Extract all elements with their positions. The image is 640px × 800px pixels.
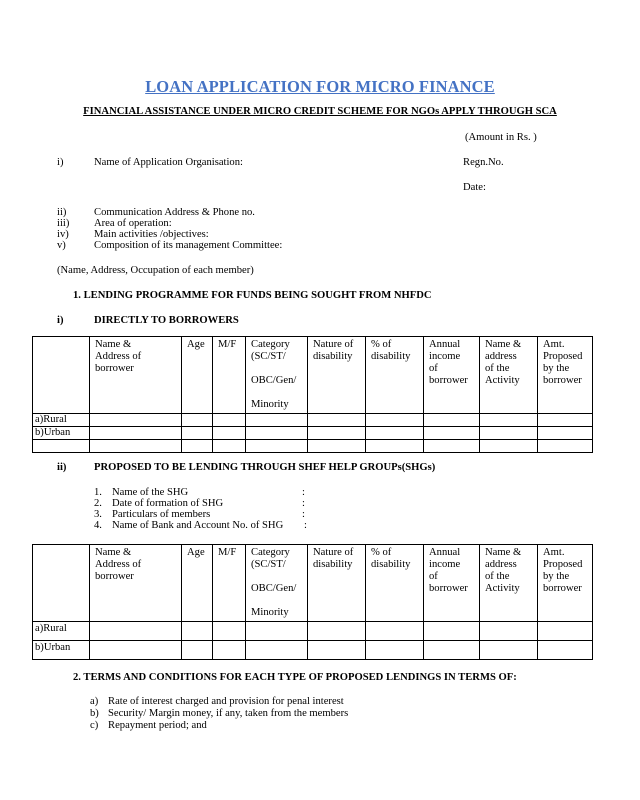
table-header-cell: Name & Address of borrower [90,545,182,622]
table-header-cell: Annual income of borrower [424,545,480,622]
shg-item-3: 3. Particulars of members [94,509,211,520]
subsection-ii-number: ii) [57,462,67,473]
table-header-cell: Category (SC/ST/ OBC/Gen/ Minority [246,337,308,414]
table-header-cell: Annual income of borrower [424,337,480,414]
section-1-heading: 1. LENDING PROGRAMME FOR FUNDS BEING SOUGHT FROM NHFDC [73,290,432,301]
table-header-cell: Name & address of the Activity [480,545,538,622]
shg-item-2-colon: : [302,498,305,509]
term-item-b: b) Security/ Margin money, if any, taken from the members [90,708,349,719]
table-header-row [33,545,593,622]
shg-item-2: 2. Date of formation of SHG [94,498,224,509]
field-organisation-name-label: Name of Application Organisation: [94,157,243,168]
shg-item-4: 4. Name of Bank and Account No. of SHG [94,520,284,531]
field-area-label: Area of operation: [94,218,172,229]
section-2-heading: 2. TERMS AND CONDITIONS FOR EACH TYPE OF PROPOSED LENDINGS IN TERMS OF: [73,672,517,683]
table-header-cell [33,337,90,414]
shg-item-4-colon: : [304,520,307,531]
table-row [33,440,593,453]
field-activities-label: Main activities /objectives: [94,229,209,240]
shg-item-1: 1. Name of the SHG [94,487,189,498]
field-v-number: v) [57,240,66,251]
regn-no-label: Regn.No. [463,157,504,168]
table-row [33,414,593,427]
table-header-cell: Nature of disability [308,337,366,414]
table-header-cell: Age [182,545,213,622]
table-header-cell: Name & Address of borrower [90,337,182,414]
date-label: Date: [463,182,486,193]
field-iv-number: iv) [57,229,69,240]
table-row-label: b)Urban [33,641,90,660]
table-header-cell: Nature of disability [308,545,366,622]
table-row [33,427,593,440]
table-header-cell: M/F [213,545,246,622]
shg-table [32,544,593,660]
shg-item-3-colon: : [302,509,305,520]
table-header-cell [33,545,90,622]
page-subtitle: FINANCIAL ASSISTANCE UNDER MICRO CREDIT SCHEME FOR NGOs APPLY THROUGH SCA [83,106,557,117]
field-i-number: i) [57,157,64,168]
table-header-cell: Age [182,337,213,414]
table-header-row [33,337,593,414]
subsection-i-heading: DIRECTLY TO BORROWERS [94,315,239,326]
field-committee-label: Composition of its management Committee: [94,240,283,251]
table-header-cell: % of disability [366,545,424,622]
table-row-label [33,440,90,453]
field-ii-number: ii) [57,207,67,218]
table-row-label: a)Rural [33,622,90,641]
table-header-cell: Category (SC/ST/ OBC/Gen/ Minority [246,545,308,622]
page-title: LOAN APPLICATION FOR MICRO FINANCE [145,77,495,96]
shg-item-1-colon: : [302,487,305,498]
field-address-label: Communication Address & Phone no. [94,207,255,218]
members-note: (Name, Address, Occupation of each member) [57,265,254,276]
table-row [33,622,593,641]
term-item-a: a) Rate of interest charged and provision for penal interest [90,696,344,707]
term-item-c: c) Repayment period; and [90,720,207,731]
subsection-i-number: i) [57,315,64,326]
table-row-label: a)Rural [33,414,90,427]
subsection-ii-heading: PROPOSED TO BE LENDING THROUGH SHEF HELP GROUPs(SHGs) [94,462,436,473]
table-header-cell: Name & address of the Activity [480,337,538,414]
table-header-cell: % of disability [366,337,424,414]
table-header-cell: Amt. Proposed by the borrower [538,337,593,414]
table-row [33,641,593,660]
table-row-label: b)Urban [33,427,90,440]
table-header-cell: M/F [213,337,246,414]
amount-note: (Amount in Rs. ) [465,132,537,143]
borrowers-table [32,336,593,453]
table-header-cell: Amt. Proposed by the borrower [538,545,593,622]
field-iii-number: iii) [57,218,70,229]
